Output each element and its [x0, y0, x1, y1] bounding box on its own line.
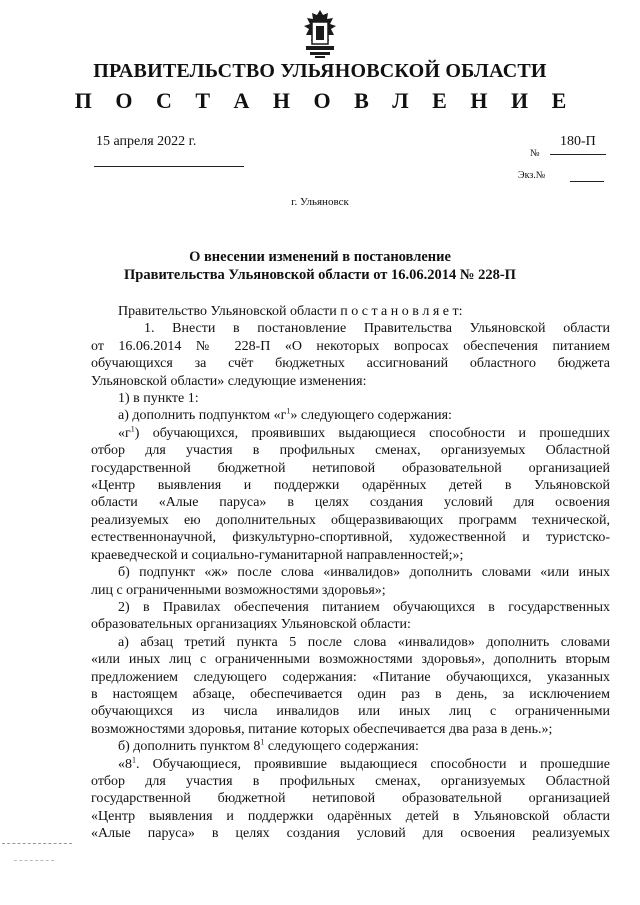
- body-line: «Алые паруса» в целях создания условий для освоения реализуемых: [91, 826, 610, 842]
- document-subject: [60, 248, 580, 284]
- body-line: б) подпункт «ж» после слова «инвалидов» дополнить словами «или иных: [118, 565, 610, 581]
- body-line: а) дополнить подпунктом «$г^1$» следующего содержания:: [118, 407, 452, 424]
- coat-of-arms-emblem: [300, 8, 340, 60]
- copy-number-label: Экз.№: [518, 170, 546, 181]
- city-name: г. Ульяновск: [291, 196, 349, 208]
- body-line: б) дополнить пунктом $8^1$ следующего содержания:: [118, 738, 419, 755]
- body-line: образовательных организациях Ульяновской области:: [91, 617, 411, 633]
- body-line: лиц с ограниченными возможностями здоровья»;: [91, 582, 386, 598]
- number-underline: [550, 154, 606, 155]
- body-line: «$г^1$) обучающихся, проявивших выдающиеся способности и прошедших: [118, 424, 610, 441]
- body-line: обучающихся из числа инвалидов или иных лиц с ограниченными: [91, 704, 610, 720]
- document-number-block: [530, 134, 610, 164]
- body-line: реализуемых ею дополнительных общеразвивающих программ технической,: [91, 512, 610, 528]
- body-line: отбор для участия в профильных сменах, организуемых Областной: [91, 443, 610, 459]
- body-line: государственной бюджетной нетиповой образовательной организацией: [91, 791, 610, 807]
- body-line: «$8^1$. Обучающиеся, проявившие выдающиеся способности и прошедшие: [118, 755, 610, 772]
- government-title: ПРАВИТЕЛЬСТВО УЛЬЯНОВСКОЙ ОБЛАСТИ: [93, 60, 547, 82]
- body-line: естественнонаучной, физкультурно-спортивной, художественной и туристско-: [91, 530, 610, 546]
- body-line: а) абзац третий пункта 5 после слова «инвалидов» дополнить словами: [118, 634, 610, 650]
- body-line: «Центр выявления и поддержки одарённых детей в Ульяновской: [91, 478, 610, 494]
- body-line: «Центр выявления и поддержки одарённых детей в Ульяновской области: [91, 808, 610, 824]
- body-line: от 16.06.2014 № 228-П «О некоторых вопросах обеспечения питанием: [91, 338, 610, 354]
- document-date: 15 апреля 2022 г.: [96, 134, 197, 149]
- body-line: в настоящем абзаце, обеспечивается один раз в день, за исключением: [91, 686, 610, 702]
- scan-margin-mark: [2, 843, 72, 844]
- document-number: 180-П: [560, 134, 596, 149]
- body-line: обучающихся за счёт бюджетных ассигнований областного бюджета: [91, 356, 610, 372]
- copy-number-underline: [570, 181, 604, 182]
- body-line: Правительство Ульяновской области п о с т а н о в л я е т:: [118, 304, 463, 319]
- scan-margin-mark: [14, 860, 54, 861]
- body-line: государственной бюджетной нетиповой образовательной организацией: [91, 460, 610, 476]
- document-body: [91, 303, 610, 843]
- document-type-heading: П О С Т А Н О В Л Е Н И Е: [74, 88, 576, 113]
- body-line: краеведческой и социально-гуманитарной направленностей;»;: [91, 547, 464, 563]
- subject-line-2: Правительства Ульяновской области от 16.06.2014 № 228-П: [124, 267, 516, 283]
- body-line: «или иных лиц с ограниченными возможностями здоровья», дополнить вторым: [91, 652, 610, 668]
- body-line: Ульяновской области» следующие изменения:: [91, 373, 367, 389]
- number-sign: №: [530, 148, 540, 159]
- body-line: 1. Внести в постановление Правительства Ульяновской области: [144, 321, 610, 337]
- date-underline: [94, 166, 244, 167]
- body-line: отбор для участия в профильных сменах, организуемых Областной: [91, 773, 610, 789]
- body-line: возможностями здоровья, питание которых обеспечивается два раза в день.»;: [91, 721, 553, 737]
- body-line: области «Алые паруса» в целях создания условий для освоения: [91, 495, 610, 511]
- subject-line-1: О внесении изменений в постановление: [189, 249, 451, 265]
- body-line: 2) в Правилах обеспечения питанием обучающихся в государственных: [118, 599, 610, 615]
- body-line: предложением следующего содержания: «Питание обучающихся, указанных: [91, 669, 610, 685]
- body-line: 1) в пункте 1:: [118, 391, 199, 407]
